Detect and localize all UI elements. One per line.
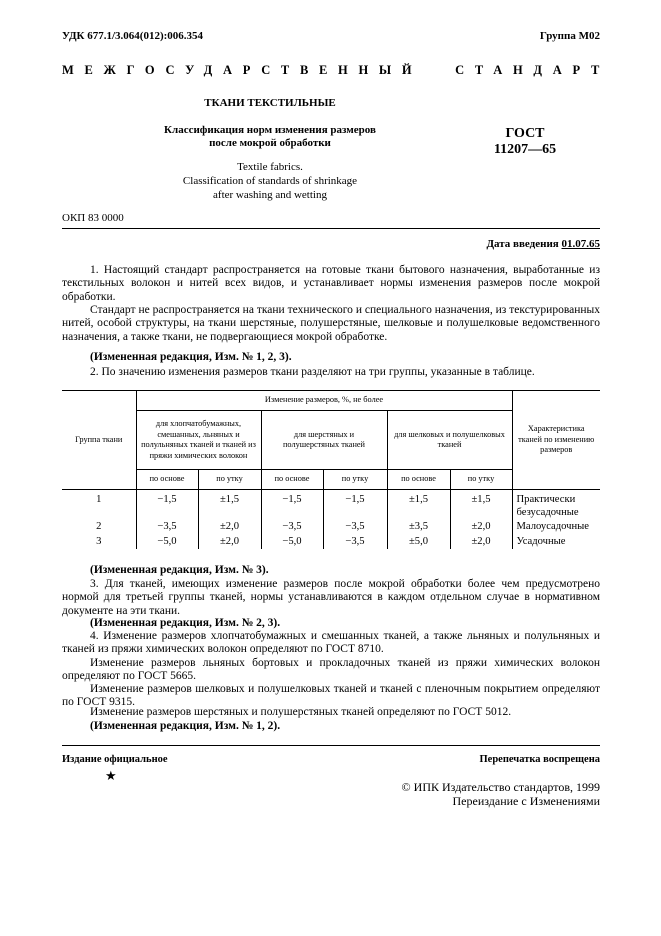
- clause-4-silk: Изменение размеров шелковых и полушелковых тканей и тканей с пленочным покрытием определяют по ГОСТ 9315.: [62, 683, 600, 709]
- cell-value: ±2,0: [450, 519, 512, 534]
- amendment-note-1: (Измененная редакция, Изм. № 1, 2, 3).: [90, 351, 292, 363]
- header-weft-2: по утку: [323, 470, 387, 490]
- shrinkage-table: [62, 390, 600, 549]
- gost-code: 11207—65: [493, 142, 557, 157]
- banner-standard: СТАНДАРТ: [455, 63, 610, 77]
- cell-group: 1: [62, 490, 136, 520]
- header-size-change: Изменение размеров, %, не более: [136, 391, 512, 411]
- cell-group: 2: [62, 519, 136, 534]
- introduction-date-label: Дата введения: [486, 238, 559, 250]
- header-weft-1: по утку: [198, 470, 261, 490]
- cell-value: −3,5: [157, 521, 177, 532]
- divider-top: [62, 228, 600, 229]
- cell-value: ±5,0: [387, 534, 450, 549]
- subtitle-line-2: после мокрой обработки: [209, 137, 331, 149]
- gost-label: ГОСТ: [505, 126, 545, 141]
- gost-number: [470, 126, 580, 158]
- subtitle-line-1: Классификация норм изменения размеров: [164, 124, 376, 136]
- official-edition: Издание официальное: [62, 754, 168, 765]
- cell-value: −1,5: [261, 490, 323, 520]
- clause-2: 2. По значению изменения размеров ткани разделяют на три группы, указанные в таблице.: [90, 366, 535, 378]
- header-weft-3: по утку: [450, 470, 512, 490]
- amendment-note-4: (Измененная редакция, Изм. № 1, 2).: [90, 720, 281, 732]
- header-silk-fabrics: для шелковых и полушелковых тканей: [387, 411, 512, 470]
- header-warp-2: по основе: [261, 470, 323, 490]
- clause-4-linen: Изменение размеров льняных бортовых и прокладочных тканей из пряжи химических волокон определяют по ГОСТ 5665.: [62, 657, 600, 683]
- table-row: [62, 490, 600, 520]
- cell-value: −3,5: [323, 519, 387, 534]
- udk-code: УДК 677.1/3.064(012):006.354: [62, 30, 204, 42]
- cell-value: −5,0: [261, 534, 323, 549]
- clause-1: 1. Настоящий стандарт распространяется на готовые ткани бытового назначения, выработанные из текстильных волокон и нитей всех видов, и устанавливает нормы изменения размеров после мокрой обработки.: [62, 264, 600, 303]
- reprint-prohibited: Перепечатка воспрещена: [479, 754, 600, 765]
- cell-value: ±2,0: [198, 519, 261, 534]
- banner-interstate: МЕЖГОСУДАРСТВЕННЫЙ: [62, 63, 423, 77]
- english-title-line-1: Textile fabrics.: [237, 161, 303, 173]
- header-wool-fabrics: для шерстяных и полушерстяных тканей: [261, 411, 387, 470]
- header-cotton-fabrics: для хлопчатобумажных, смешанных, льняных и полульняных тканей и тканей из пряжи химических волокон: [136, 411, 261, 470]
- header-characteristic: Характеристика тканей по изменению размеров: [512, 391, 600, 490]
- cell-value: ±1,5: [198, 490, 261, 520]
- cell-value: −3,5: [261, 519, 323, 534]
- header-warp-1: по основе: [136, 470, 198, 490]
- cell-value: ±2,0: [450, 534, 512, 549]
- reissue-note: Переиздание с Изменениями: [452, 794, 600, 808]
- table-row: [62, 534, 600, 549]
- english-title: [120, 160, 420, 202]
- publisher-info: [402, 780, 600, 808]
- amendment-note-3: (Измененная редакция, Изм. № 2, 3).: [90, 617, 281, 629]
- divider-bottom: [62, 745, 600, 746]
- cell-characteristic: Практически безусадочные: [512, 490, 600, 520]
- star-icon: ★: [105, 768, 117, 783]
- clause-3: 3. Для тканей, имеющих изменение размеров после мокрой обработки более чем предусмотрено нормой для третьей группы тканей, нормы устанавливаются в каждом отдельном случае в нормативном документе на эти ткани.: [62, 578, 600, 617]
- copyright: © ИПК Издательство стандартов, 1999: [401, 780, 600, 794]
- cell-characteristic: Малоусадочные: [512, 519, 600, 534]
- english-title-line-2: Classification of standards of shrinkage: [182, 175, 358, 187]
- header-group: Группа ткани: [62, 391, 136, 490]
- clause-4: 4. Изменение размеров хлопчатобумажных и смешанных тканей, а также льняных и полульняных и тканей из пряжи химических волокон определяют по ГОСТ 8710.: [62, 630, 600, 656]
- cell-value: −1,5: [323, 490, 387, 520]
- document-subtitle: [120, 124, 420, 150]
- table-row: [62, 519, 600, 534]
- group-code: Группа М02: [539, 30, 600, 42]
- cell-value: −3,5: [323, 534, 387, 549]
- cell-value: ±1,5: [450, 490, 512, 520]
- cell-value: −5,0: [157, 536, 177, 547]
- document-title: ТКАНИ ТЕКСТИЛЬНЫЕ: [204, 97, 336, 109]
- clause-1-exclusions: Стандарт не распространяется на ткани технического и специального назначения, из текстурированных нитей, особой структуры, на ткани шерстяные, полушерстяные, шелковые и полушелковые ведомственного назначения, а также ткани, не подвергающиеся мокрой обработке.: [62, 304, 600, 343]
- introduction-date-value: 01.07.65: [561, 238, 600, 250]
- cell-value: −1,5: [157, 494, 177, 505]
- header-warp-3: по основе: [387, 470, 450, 490]
- clause-4-wool: Изменение размеров шерстяных и полушерстяных тканей определяют по ГОСТ 5012.: [90, 706, 512, 718]
- introduction-date: [486, 238, 600, 250]
- okp-code: ОКП 83 0000: [62, 212, 124, 224]
- cell-characteristic: Усадочные: [512, 534, 600, 549]
- cell-group: 3: [62, 534, 136, 549]
- cell-value: ±3,5: [387, 519, 450, 534]
- amendment-note-2: (Измененная редакция, Изм. № 3).: [90, 564, 269, 576]
- cell-value: ±2,0: [198, 534, 261, 549]
- english-title-line-3: after washing and wetting: [213, 189, 327, 201]
- cell-value: ±1,5: [387, 490, 450, 520]
